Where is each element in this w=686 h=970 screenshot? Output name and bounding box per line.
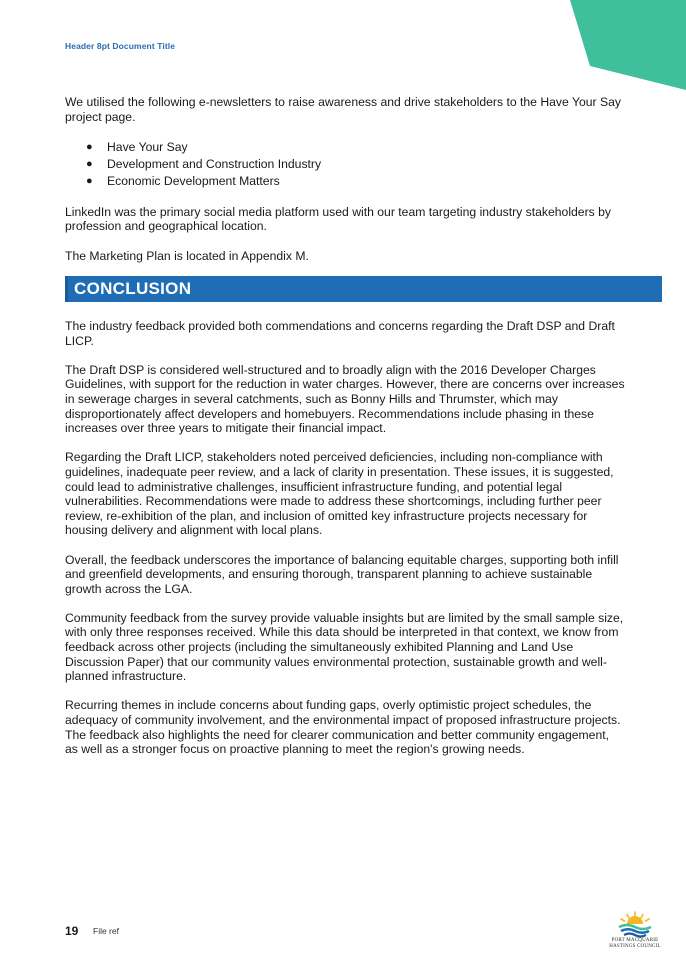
logo-line-1: PORT MACQUARIE bbox=[611, 938, 659, 943]
bullet-icon: ● bbox=[86, 140, 93, 153]
list-item bbox=[65, 139, 625, 156]
marketing-plan-paragraph: The Marketing Plan is located in Appendix M. bbox=[65, 248, 309, 263]
page-number: 19 bbox=[65, 924, 79, 938]
section-heading-bar bbox=[65, 276, 662, 302]
sun-waves-icon bbox=[615, 910, 655, 938]
logo-line-2: HASTINGS COUNCIL bbox=[609, 943, 661, 949]
conclusion-paragraph-4: Overall, the feedback underscores the importance of balancing equitable charges, supporting both infill and greenfield developments, and ensuring thorough, transparent planning to achieve sustainable growth across the LGA. bbox=[65, 552, 619, 596]
bullet-icon: ● bbox=[86, 174, 93, 187]
linkedin-paragraph: LinkedIn was the primary social media platform used with our team targeting industry stakeholders by profession and geographical location. bbox=[65, 204, 611, 234]
bullet-icon: ● bbox=[86, 157, 93, 170]
conclusion-paragraph-3: Regarding the Draft LICP, stakeholders noted perceived deficiencies, including non-compliance with guidelines, inadequate peer review, and a lack of clarity in presentation. These issues, it is suggested, could lead to administrative challenges, insufficient infrastructure funding, and potential legal vulnerabilities. Recommendations were made to address these shortcomings, including further peer review, re-exhibition of the plan, and inclusion of omitted key infrastructure projects necessary for housing delivery and alignment with local plans. bbox=[65, 450, 614, 538]
document-header-title: Header 8pt Document Title bbox=[65, 41, 176, 51]
council-logo bbox=[607, 910, 663, 960]
list-item-label: Economic Development Matters bbox=[107, 173, 280, 188]
list-item-label: Development and Construction Industry bbox=[107, 156, 322, 171]
intro-paragraph: We utilised the following e-newsletters to raise awareness and drive stakeholders to the Have Your Say project page. bbox=[65, 95, 621, 124]
corner-decoration bbox=[570, 0, 686, 92]
intro-section bbox=[65, 95, 625, 278]
logo-text bbox=[607, 938, 663, 949]
conclusion-paragraph-1: The industry feedback provided both commendations and concerns regarding the Draft DSP and Draft LICP. bbox=[65, 319, 615, 348]
conclusion-section bbox=[65, 319, 625, 771]
list-item bbox=[65, 156, 625, 173]
conclusion-paragraph-2: The Draft DSP is considered well-structured and to broadly align with the 2016 Developer Charges Guidelines, with support for the reduction in water charges. However, there are concerns over increases in sewerage charges in several catchments, such as Bonny Hills and Thrumster, which may disproportionately affect developers and homebuyers. Recommendations include phasing in these increases over three years to mitigate their financial impact. bbox=[65, 362, 625, 436]
newsletter-list bbox=[65, 139, 625, 190]
list-item-label: Have Your Say bbox=[107, 139, 188, 154]
conclusion-paragraph-6: Recurring themes in include concerns about funding gaps, overly optimistic project schedules, the adequacy of community involvement, and the environmental impact of proposed infrastructure projects. The feedback also highlights the need for clearer communication and better community engagement, as well as a stronger focus on proactive planning to meet the region's growing needs. bbox=[65, 698, 621, 757]
list-item bbox=[65, 173, 625, 190]
section-heading: CONCLUSION bbox=[74, 279, 192, 298]
file-reference: File ref bbox=[93, 926, 119, 936]
conclusion-paragraph-5: Community feedback from the survey provide valuable insights but are limited by the small sample size, with only three responses received. While this data should be interpreted in that context, we know from feedback across other projects (including the simultaneously exhibited Planning and Land Use Discussion Paper) that our community values environmental protection, sustainable growth and well-planned infrastructure. bbox=[65, 610, 624, 684]
